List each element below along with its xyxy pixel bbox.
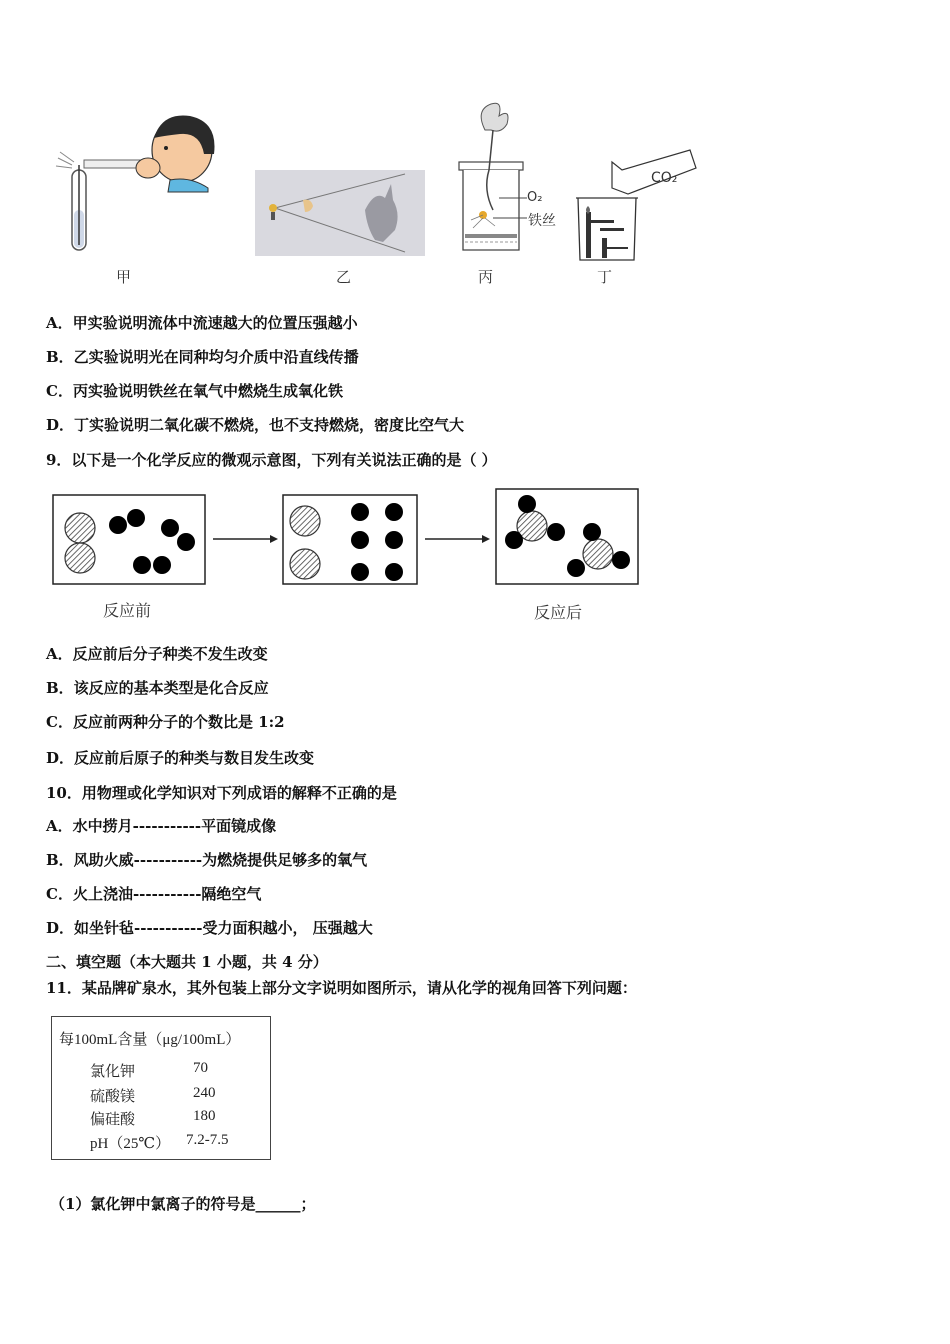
figure-label-ding: 丁 [597,268,613,286]
figure-jia [50,110,220,260]
row-name-mgso4: 硫酸镁 [90,1089,136,1105]
before-label: 反应前 [103,601,152,620]
q10-option-a: A．水中捞月-----------平面镜成像 [46,817,277,835]
row-value-h2sio3: 180 [193,1108,216,1124]
q8-option-b: B．乙实验说明光在同种均匀介质中沿直线传播 [46,348,359,366]
co2-label: CO₂ [651,170,678,186]
row-value-kcl: 70 [193,1060,208,1076]
reaction-diagram [0,480,700,600]
q10-option-c: C．火上浇油-----------隔绝空气 [46,885,262,903]
figure-bing [455,100,565,260]
iron-wire-label: 铁丝 [528,213,556,229]
q9-option-b: B．该反应的基本类型是化合反应 [46,679,269,697]
q10-option-b: B．风助火威-----------为燃烧提供足够多的氧气 [46,851,368,869]
figure-yi [255,170,425,256]
q8-option-c: C．丙实验说明铁丝在氧气中燃烧生成氧化铁 [46,382,343,400]
row-name-ph: pH（25℃） [90,1136,171,1152]
q10-option-d: D．如坐针毡-----------受力面积越小， 压强越大 [46,919,373,937]
q9-stem: 9．以下是一个化学反应的微观示意图，下列有关说法正确的是（ ） [46,451,497,469]
q9-option-c: C．反应前两种分子的个数比是 1:2 [46,713,285,731]
table-header: 每100mL含量（μg/100mL） [59,1032,241,1048]
figure-label-jia: 甲 [116,268,132,286]
figure-label-yi: 乙 [336,268,352,286]
section-2-heading: 二、填空题（本大题共 1 小题，共 4 分） [46,953,328,971]
q11-stem: 11．某品牌矿泉水，其外包装上部分文字说明如图所示，请从化学的视角回答下列问题： [46,979,637,997]
figure-ding [572,148,702,264]
q10-stem: 10．用物理或化学知识对下列成语的解释不正确的是 [46,784,397,802]
after-label: 反应后 [534,603,583,622]
row-value-ph: 7.2-7.5 [186,1132,229,1148]
row-value-mgso4: 240 [193,1085,216,1101]
row-name-kcl: 氯化钾 [90,1064,136,1080]
q8-option-d: D．丁实验说明二氧化碳不燃烧，也不支持燃烧，密度比空气大 [46,416,465,434]
figure-label-bing: 丙 [478,268,494,286]
row-name-h2sio3: 偏硅酸 [90,1112,136,1128]
q9-option-a: A．反应前后分子种类不发生改变 [46,645,268,663]
o2-label: O₂ [527,190,543,205]
q9-option-d: D．反应前后原子的种类与数目发生改变 [46,749,315,767]
q11-sub1: （1）氯化钾中氯离子的符号是______； [50,1195,316,1213]
q8-option-a: A．甲实验说明流体中流速越大的位置压强越小 [46,314,358,332]
